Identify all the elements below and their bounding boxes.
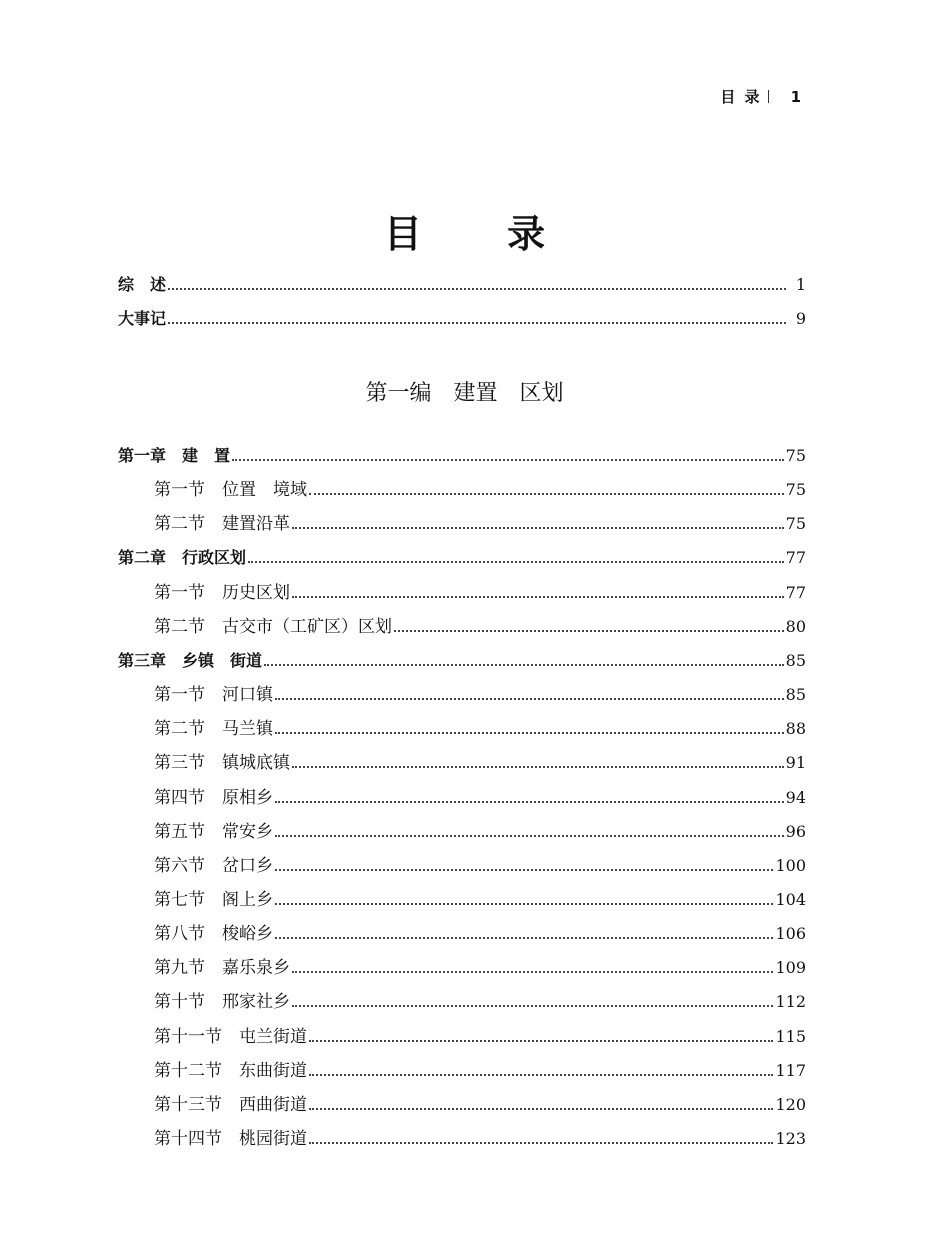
toc-entry-label: 第一节 位置 境域: [154, 480, 307, 501]
toc-chapter-entry[interactable]: [118, 546, 806, 570]
part-title: 第一编 建置 区划: [365, 381, 564, 406]
toc-section-entry[interactable]: [118, 1025, 806, 1049]
toc-entry-page: 91: [785, 753, 806, 773]
toc-entry-front[interactable]: [118, 273, 806, 297]
toc-section-entry[interactable]: [118, 717, 806, 741]
toc-entry-label: 第二节 古交市（工矿区）区划: [154, 616, 392, 637]
toc-entry-label: 第九节 嘉乐泉乡: [154, 958, 290, 979]
toc-entry-page: 75: [785, 480, 806, 500]
running-head-page-number: 1: [790, 87, 801, 106]
toc-entry-label: 第六节 岔口乡: [154, 855, 273, 876]
toc-dot-leader: [394, 629, 784, 632]
toc-entry-label: 第十节 邢家社乡: [154, 992, 290, 1013]
toc-section-entry[interactable]: [118, 1093, 806, 1117]
toc-entry-page: 75: [785, 446, 806, 465]
toc-entry-label: 第八节 梭峪乡: [154, 924, 273, 945]
toc-entry-label: 第四节 原相乡: [154, 787, 273, 808]
toc-section-entry[interactable]: [118, 581, 806, 605]
toc-dot-leader: [168, 287, 786, 290]
toc-dot-leader: [292, 595, 784, 598]
toc-dot-leader: [292, 1004, 773, 1007]
toc-entry-page: 85: [785, 650, 806, 670]
toc-entry-label: 第七节 阁上乡: [154, 889, 273, 910]
toc-entry-label: 第二节 建置沿革: [154, 514, 290, 535]
toc-section-entry[interactable]: [118, 1127, 806, 1151]
toc-entry-label: 第二章 行政区划: [118, 548, 247, 568]
toc-dot-leader: [275, 868, 773, 871]
toc-dot-leader: [292, 970, 773, 973]
toc-chapter-entry[interactable]: [118, 649, 806, 673]
toc-dot-leader: [309, 1039, 773, 1042]
toc-section-entry[interactable]: [118, 854, 806, 878]
toc-section-entry[interactable]: [118, 888, 806, 912]
toc-entry-label: 综 述: [118, 275, 167, 294]
toc-entry-page: 120: [775, 1094, 806, 1114]
toc-section-entry[interactable]: [118, 990, 806, 1014]
toc-entry-label: 第一章 建 置: [118, 446, 231, 465]
toc-dot-leader: [264, 663, 784, 666]
toc-entry-label: 第十二节 东曲街道: [154, 1060, 307, 1081]
toc-dot-leader: [309, 492, 784, 495]
toc-entry-label: 第一节 历史区划: [154, 582, 290, 603]
toc-dot-leader: [168, 321, 786, 324]
toc-section-entry[interactable]: [118, 922, 806, 946]
toc-entry-label: 第三章 乡镇 街道: [118, 650, 263, 670]
toc-dot-leader: [275, 800, 784, 803]
toc-dot-leader: [275, 697, 784, 700]
toc-dot-leader: [275, 731, 784, 734]
toc-entry-page: 77: [785, 548, 806, 568]
page-title: 目 录: [383, 212, 582, 256]
toc-chapter-entry[interactable]: [118, 444, 806, 468]
toc-section-entry[interactable]: [118, 820, 806, 844]
toc-entry-page: 9: [795, 309, 806, 328]
toc-entry-page: 109: [775, 958, 806, 978]
toc-entry-label: 第十一节 屯兰街道: [154, 1026, 307, 1047]
toc-section-entry[interactable]: [118, 683, 806, 707]
toc-entry-label: 第三节 镇城底镇: [154, 753, 290, 774]
toc-dot-leader: [275, 936, 773, 939]
toc-entry-page: 100: [775, 855, 806, 875]
toc-dot-leader: [232, 458, 784, 461]
toc-entry-page: 112: [775, 992, 806, 1012]
toc-entry-label: 大事记: [118, 309, 167, 328]
toc-entry-page: 75: [785, 514, 806, 534]
toc-section-entry[interactable]: [118, 751, 806, 775]
toc-entry-page: 80: [785, 616, 806, 636]
toc-section-entry[interactable]: [118, 786, 806, 810]
running-head-title: 目 录: [720, 88, 762, 106]
toc-entry-page: 1: [795, 275, 806, 294]
toc-entry-label: 第十三节 西曲街道: [154, 1094, 307, 1115]
toc-entry-label: 第五节 常安乡: [154, 821, 273, 842]
toc-entry-page: 115: [775, 1026, 806, 1046]
toc-entry-label: 第十四节 桃园街道: [154, 1129, 307, 1149]
toc-entry-page: 88: [785, 719, 806, 739]
toc-dot-leader: [292, 765, 784, 768]
toc-entry-page: 117: [775, 1060, 806, 1080]
running-head-divider: [768, 90, 769, 103]
toc-entry-page: 106: [775, 924, 806, 944]
toc-dot-leader: [292, 526, 784, 529]
toc-dot-leader: [309, 1073, 773, 1076]
toc-dot-leader: [275, 834, 784, 837]
toc-entry-page: 104: [775, 889, 806, 909]
toc-dot-leader: [309, 1141, 773, 1144]
toc-entry-label: 第一节 河口镇: [154, 685, 273, 706]
toc-entry-page: 94: [785, 787, 806, 807]
toc-dot-leader: [248, 560, 784, 563]
toc-section-entry[interactable]: [118, 478, 806, 502]
toc-entry-label: 第二节 马兰镇: [154, 719, 273, 740]
toc-section-entry[interactable]: [118, 512, 806, 536]
toc-entry-page: 96: [785, 821, 806, 841]
toc-dot-leader: [309, 1107, 773, 1110]
toc-section-entry[interactable]: [118, 615, 806, 639]
toc-section-entry[interactable]: [118, 956, 806, 980]
toc-entry-page: 123: [775, 1129, 806, 1148]
toc-entry-front[interactable]: [118, 307, 806, 331]
toc-entry-page: 85: [785, 685, 806, 705]
toc-dot-leader: [275, 902, 773, 905]
toc-entry-page: 77: [785, 582, 806, 602]
toc-section-entry[interactable]: [118, 1059, 806, 1083]
running-head: [720, 86, 801, 107]
